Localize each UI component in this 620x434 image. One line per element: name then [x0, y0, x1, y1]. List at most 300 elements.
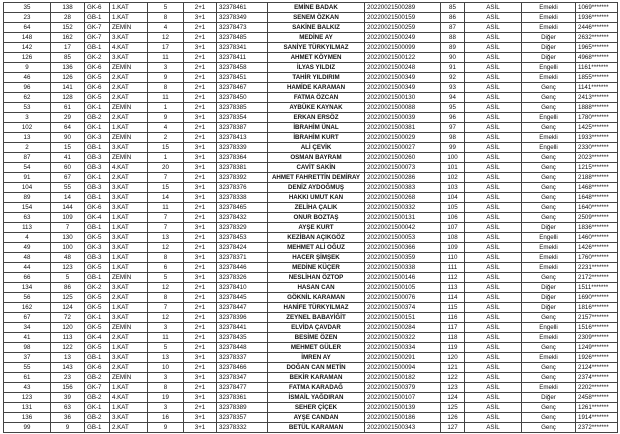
- cell-holder-name: SENEM ÖZKAN: [268, 13, 365, 23]
- cell-room-type: 3+1: [184, 113, 217, 123]
- cell-status: ASİL: [465, 303, 522, 313]
- cell-holder-name: İLYAS YILDIZ: [268, 63, 365, 73]
- cell-draw-no: 123: [4, 393, 51, 403]
- cell-floor: 3.KAT: [110, 203, 148, 213]
- cell-status: ASİL: [465, 213, 522, 223]
- table-row: [4, 413, 618, 423]
- cell-category: Engelli: [522, 143, 576, 153]
- cell-draw-no: 4: [4, 233, 51, 243]
- cell-block: GK-5: [85, 303, 110, 313]
- cell-reference-no: 20220021500029: [365, 133, 441, 143]
- cell-unit-no: 5: [148, 273, 184, 283]
- cell-unit-no: 17: [148, 43, 184, 53]
- cell-block: GK-5: [85, 323, 110, 333]
- cell-block: GK-7: [85, 23, 110, 33]
- cell-room-type: 2+1: [184, 123, 217, 133]
- cell-order-no: 126: [441, 413, 465, 423]
- cell-application-no: 32378453: [217, 233, 268, 243]
- table-row: [4, 223, 618, 233]
- cell-status: ASİL: [465, 113, 522, 123]
- cell-block: GK-4: [85, 213, 110, 223]
- cell-holder-name: HAKKI UMUT KAN: [268, 193, 365, 203]
- cell-draw-no: 67: [4, 313, 51, 323]
- cell-room-type: 2+1: [184, 383, 217, 393]
- cell-draw-no: 148: [4, 33, 51, 43]
- cell-id-number: 1836*******: [576, 223, 618, 233]
- cell-status: ASİL: [465, 33, 522, 43]
- cell-room-type: 3+1: [184, 223, 217, 233]
- cell-floor: 3.KAT: [110, 143, 148, 153]
- cell-application-no: 32378381: [217, 163, 268, 173]
- cell-category: Diğer: [522, 53, 576, 63]
- cell-status: ASİL: [465, 263, 522, 273]
- cell-category: Engelli: [522, 113, 576, 123]
- cell-holder-name: MEDİNE AY: [268, 33, 365, 43]
- cell-draw-no: 37: [4, 353, 51, 363]
- cell-draw-no: 41: [4, 333, 51, 343]
- cell-id-number: 1249*******: [576, 343, 618, 353]
- cell-room-type: 2+1: [184, 33, 217, 43]
- cell-apartment-no: 156: [51, 383, 85, 393]
- cell-draw-no: 136: [4, 413, 51, 423]
- cell-apartment-no: 61: [51, 103, 85, 113]
- cell-category: Engelli: [522, 233, 576, 243]
- cell-reference-no: 20220021500159: [365, 13, 441, 23]
- cell-id-number: 1965*******: [576, 43, 618, 53]
- cell-block: GK-1: [85, 403, 110, 413]
- cell-holder-name: KEZİBAN AÇIKGÖZ: [268, 233, 365, 243]
- cell-floor: ZEMİN: [110, 103, 148, 113]
- cell-draw-no: 162: [4, 303, 51, 313]
- cell-block: GK-6: [85, 63, 110, 73]
- cell-order-no: 98: [441, 133, 465, 143]
- cell-floor: 3.KAT: [110, 183, 148, 193]
- table-row: [4, 373, 618, 383]
- cell-order-no: 96: [441, 113, 465, 123]
- cell-unit-no: 4: [148, 123, 184, 133]
- cell-draw-no: 13: [4, 133, 51, 143]
- table-row: [4, 43, 618, 53]
- cell-apartment-no: 128: [51, 93, 85, 103]
- cell-reference-no: 20220021500073: [365, 163, 441, 173]
- cell-floor: 1.KAT: [110, 343, 148, 353]
- cell-room-type: 2+1: [184, 103, 217, 113]
- cell-holder-name: ALİ ÇEVİK: [268, 143, 365, 153]
- cell-status: ASİL: [465, 163, 522, 173]
- cell-holder-name: FATMA KARADAĞ: [268, 383, 365, 393]
- cell-room-type: 3+1: [184, 353, 217, 363]
- table-row: [4, 73, 618, 83]
- cell-application-no: 32378445: [217, 293, 268, 303]
- cell-reference-no: 20220021500249: [365, 33, 441, 43]
- cell-floor: 4.KAT: [110, 43, 148, 53]
- cell-apartment-no: 90: [51, 133, 85, 143]
- cell-draw-no: 9: [4, 63, 51, 73]
- cell-status: ASİL: [465, 383, 522, 393]
- cell-order-no: 120: [441, 353, 465, 363]
- cell-category: Emekli: [522, 383, 576, 393]
- cell-reference-no: 20220021500139: [365, 403, 441, 413]
- cell-category: Genç: [522, 103, 576, 113]
- cell-reference-no: 20220021500186: [365, 413, 441, 423]
- cell-status: ASİL: [465, 293, 522, 303]
- cell-order-no: 104: [441, 193, 465, 203]
- cell-floor: 3.KAT: [110, 233, 148, 243]
- cell-category: Engelli: [522, 63, 576, 73]
- cell-draw-no: 34: [4, 323, 51, 333]
- cell-unit-no: 13: [148, 353, 184, 363]
- cell-id-number: 1933*******: [576, 133, 618, 143]
- cell-application-no: 32378424: [217, 243, 268, 253]
- table-row: [4, 173, 618, 183]
- cell-draw-no: 102: [4, 123, 51, 133]
- cell-unit-no: 1: [148, 103, 184, 113]
- cell-floor: 2.KAT: [110, 333, 148, 343]
- cell-unit-no: 13: [148, 233, 184, 243]
- cell-application-no: 32378341: [217, 43, 268, 53]
- cell-apartment-no: 85: [51, 53, 85, 63]
- cell-id-number: 1215*******: [576, 163, 618, 173]
- cell-order-no: 94: [441, 93, 465, 103]
- cell-id-number: 2157*******: [576, 313, 618, 323]
- table-row: [4, 153, 618, 163]
- cell-application-no: 32378337: [217, 353, 268, 363]
- cell-block: GK-1: [85, 123, 110, 133]
- cell-order-no: 118: [441, 333, 465, 343]
- cell-application-no: 32378371: [217, 253, 268, 263]
- cell-block: GK-1: [85, 173, 110, 183]
- cell-draw-no: 3: [4, 113, 51, 123]
- cell-status: ASİL: [465, 53, 522, 63]
- cell-holder-name: SANİYE TÜRKYILMAZ: [268, 43, 365, 53]
- cell-block: GB-2: [85, 373, 110, 383]
- cell-room-type: 3+1: [184, 163, 217, 173]
- table-row: [4, 383, 618, 393]
- cell-holder-name: FATMA ÖZCAN: [268, 93, 365, 103]
- cell-status: ASİL: [465, 233, 522, 243]
- table-row: [4, 303, 618, 313]
- cell-floor: 2.KAT: [110, 363, 148, 373]
- cell-order-no: 112: [441, 273, 465, 283]
- cell-status: ASİL: [465, 173, 522, 183]
- cell-holder-name: AYŞE CANDAN: [268, 413, 365, 423]
- cell-category: Genç: [522, 403, 576, 413]
- cell-order-no: 101: [441, 163, 465, 173]
- cell-apartment-no: 136: [51, 63, 85, 73]
- cell-draw-no: 142: [4, 43, 51, 53]
- cell-apartment-no: 29: [51, 113, 85, 123]
- cell-id-number: 1516*******: [576, 323, 618, 333]
- cell-unit-no: 11: [148, 333, 184, 343]
- cell-reference-no: 20220021500053: [365, 233, 441, 243]
- cell-id-number: 1640*******: [576, 203, 618, 213]
- cell-reference-no: 20220021500286: [365, 173, 441, 183]
- cell-block: GB-1: [85, 193, 110, 203]
- cell-application-no: 32378392: [217, 173, 268, 183]
- table-row: [4, 213, 618, 223]
- cell-floor: 4.KAT: [110, 163, 148, 173]
- cell-holder-name: MEHMET ALİ OĞUZ: [268, 243, 365, 253]
- cell-block: GB-3: [85, 253, 110, 263]
- cell-block: GK-2: [85, 283, 110, 293]
- cell-floor: ZEMİN: [110, 323, 148, 333]
- cell-status: ASİL: [465, 83, 522, 93]
- cell-floor: 2.KAT: [110, 173, 148, 183]
- cell-floor: 2.KAT: [110, 113, 148, 123]
- cell-holder-name: AHMET KÖYMEN: [268, 53, 365, 63]
- cell-holder-name: AYBÜKE KAYNAK: [268, 103, 365, 113]
- table-row: [4, 313, 618, 323]
- cell-unit-no: 9: [148, 113, 184, 123]
- cell-floor: ZEMİN: [110, 273, 148, 283]
- cell-id-number: 2172*******: [576, 273, 618, 283]
- cell-apartment-no: 9: [51, 423, 85, 433]
- cell-category: Emekli: [522, 243, 576, 253]
- cell-category: Genç: [522, 363, 576, 373]
- cell-room-type: 2+1: [184, 53, 217, 63]
- cell-unit-no: 8: [148, 253, 184, 263]
- cell-floor: 3.KAT: [110, 193, 148, 203]
- cell-reference-no: 20220021500366: [365, 243, 441, 253]
- cell-id-number: 1926*******: [576, 353, 618, 363]
- cell-reference-no: 20220021500359: [365, 253, 441, 263]
- cell-room-type: 2+1: [184, 213, 217, 223]
- cell-draw-no: 44: [4, 263, 51, 273]
- cell-floor: 2.KAT: [110, 423, 148, 433]
- table-row: [4, 403, 618, 413]
- cell-id-number: 1914*******: [576, 413, 618, 423]
- cell-block: GK-1: [85, 313, 110, 323]
- table-row: [4, 253, 618, 263]
- cell-block: GK-2: [85, 53, 110, 63]
- cell-apartment-no: 113: [51, 333, 85, 343]
- cell-application-no: 32378461: [217, 3, 268, 13]
- cell-id-number: 2509*******: [576, 213, 618, 223]
- cell-application-no: 32378467: [217, 83, 268, 93]
- cell-category: Genç: [522, 423, 576, 433]
- cell-reference-no: 20220021500105: [365, 283, 441, 293]
- cell-application-no: 32378349: [217, 13, 268, 23]
- cell-application-no: 32378357: [217, 413, 268, 423]
- cell-order-no: 109: [441, 243, 465, 253]
- cell-floor: 3.KAT: [110, 353, 148, 363]
- cell-block: GK-4: [85, 333, 110, 343]
- cell-category: Genç: [522, 163, 576, 173]
- cell-room-type: 2+1: [184, 83, 217, 93]
- cell-room-type: 3+1: [184, 13, 217, 23]
- cell-holder-name: DOĞAN CAN METİN: [268, 363, 365, 373]
- cell-order-no: 105: [441, 203, 465, 213]
- cell-holder-name: GÖKNİL KARAMAN: [268, 293, 365, 303]
- cell-floor: ZEMİN: [110, 23, 148, 33]
- cell-holder-name: DENİZ AYDOĞMUŞ: [268, 183, 365, 193]
- cell-category: Genç: [522, 183, 576, 193]
- cell-unit-no: 2: [148, 133, 184, 143]
- table-row: [4, 293, 618, 303]
- cell-reference-no: 20220021500284: [365, 323, 441, 333]
- table-row: [4, 113, 618, 123]
- cell-holder-name: HANİFE TÜRKYILMAZ: [268, 303, 365, 313]
- cell-status: ASİL: [465, 73, 522, 83]
- cell-draw-no: 48: [4, 253, 51, 263]
- cell-draw-no: 154: [4, 203, 51, 213]
- table-row: [4, 13, 618, 23]
- cell-category: Diğer: [522, 283, 576, 293]
- cell-apartment-no: 14: [51, 193, 85, 203]
- cell-room-type: 2+1: [184, 203, 217, 213]
- cell-room-type: 2+1: [184, 73, 217, 83]
- cell-order-no: 116: [441, 313, 465, 323]
- cell-unit-no: 12: [148, 283, 184, 293]
- cell-room-type: 2+1: [184, 303, 217, 313]
- cell-block: GB-1: [85, 43, 110, 53]
- cell-unit-no: 5: [148, 3, 184, 13]
- cell-order-no: 93: [441, 83, 465, 93]
- cell-block: GB-1: [85, 353, 110, 363]
- cell-reference-no: 20220021500322: [365, 333, 441, 343]
- cell-apartment-no: 13: [51, 353, 85, 363]
- cell-unit-no: 7: [148, 213, 184, 223]
- cell-draw-no: 96: [4, 83, 51, 93]
- cell-id-number: 2372*******: [576, 423, 618, 433]
- cell-unit-no: 14: [148, 193, 184, 203]
- cell-apartment-no: 138: [51, 3, 85, 13]
- cell-reference-no: 20220021500381: [365, 123, 441, 133]
- cell-id-number: 2446*******: [576, 23, 618, 33]
- cell-order-no: 97: [441, 123, 465, 133]
- cell-block: GB-2: [85, 413, 110, 423]
- cell-room-type: 2+1: [184, 63, 217, 73]
- allocation-table: [3, 2, 618, 433]
- table-row: [4, 333, 618, 343]
- cell-floor: 3.KAT: [110, 33, 148, 43]
- cell-category: Genç: [522, 313, 576, 323]
- cell-category: Emekli: [522, 333, 576, 343]
- cell-category: Emekli: [522, 253, 576, 263]
- cell-status: ASİL: [465, 393, 522, 403]
- cell-status: ASİL: [465, 13, 522, 23]
- cell-holder-name: İMREN AY: [268, 353, 365, 363]
- cell-draw-no: 23: [4, 13, 51, 23]
- cell-unit-no: 6: [148, 263, 184, 273]
- cell-category: Genç: [522, 343, 576, 353]
- cell-block: GK-3: [85, 133, 110, 143]
- cell-block: GB-2: [85, 393, 110, 403]
- cell-draw-no: 2: [4, 143, 51, 153]
- cell-status: ASİL: [465, 43, 522, 53]
- cell-draw-no: 131: [4, 403, 51, 413]
- cell-block: GB-2: [85, 113, 110, 123]
- cell-block: GK-1: [85, 103, 110, 113]
- cell-order-no: 87: [441, 23, 465, 33]
- cell-apartment-no: 130: [51, 233, 85, 243]
- cell-reference-no: 20220021500374: [365, 303, 441, 313]
- cell-status: ASİL: [465, 123, 522, 133]
- table-row: [4, 423, 618, 433]
- cell-category: Genç: [522, 273, 576, 283]
- cell-status: ASİL: [465, 103, 522, 113]
- cell-id-number: 2632*******: [576, 33, 618, 43]
- cell-unit-no: 12: [148, 243, 184, 253]
- cell-status: ASİL: [465, 143, 522, 153]
- cell-apartment-no: 100: [51, 243, 85, 253]
- cell-apartment-no: 123: [51, 263, 85, 273]
- cell-application-no: 32378326: [217, 273, 268, 283]
- table-row: [4, 193, 618, 203]
- cell-room-type: 2+1: [184, 3, 217, 13]
- table-body: [4, 3, 618, 433]
- cell-apartment-no: 23: [51, 373, 85, 383]
- cell-application-no: 32378364: [217, 153, 268, 163]
- cell-holder-name: MEHMET GÜLER: [268, 343, 365, 353]
- table-row: [4, 133, 618, 143]
- table-row: [4, 183, 618, 193]
- cell-status: ASİL: [465, 353, 522, 363]
- cell-status: ASİL: [465, 203, 522, 213]
- cell-unit-no: 19: [148, 393, 184, 403]
- cell-floor: 3.KAT: [110, 53, 148, 63]
- cell-apartment-no: 63: [51, 403, 85, 413]
- cell-order-no: 86: [441, 13, 465, 23]
- cell-room-type: 2+1: [184, 403, 217, 413]
- cell-holder-name: CAVİT SAKİN: [268, 163, 365, 173]
- cell-id-number: 1425*******: [576, 123, 618, 133]
- cell-block: GB-1: [85, 423, 110, 433]
- cell-application-no: 32378458: [217, 63, 268, 73]
- cell-application-no: 32378435: [217, 333, 268, 343]
- cell-unit-no: 7: [148, 223, 184, 233]
- cell-unit-no: 11: [148, 203, 184, 213]
- table-row: [4, 93, 618, 103]
- cell-order-no: 124: [441, 393, 465, 403]
- cell-block: GK-3: [85, 243, 110, 253]
- cell-unit-no: 5: [148, 343, 184, 353]
- table-row: [4, 323, 618, 333]
- cell-unit-no: 15: [148, 143, 184, 153]
- cell-application-no: 32378448: [217, 343, 268, 353]
- cell-reference-no: 20220021500039: [365, 113, 441, 123]
- cell-application-no: 32378432: [217, 213, 268, 223]
- cell-category: Diğer: [522, 43, 576, 53]
- cell-block: GK-5: [85, 233, 110, 243]
- cell-id-number: 2309*******: [576, 333, 618, 343]
- cell-status: ASİL: [465, 323, 522, 333]
- cell-application-no: 32378387: [217, 123, 268, 133]
- cell-reference-no: 20220021500182: [365, 373, 441, 383]
- cell-floor: 3.KAT: [110, 413, 148, 423]
- cell-id-number: 2413*******: [576, 93, 618, 103]
- cell-holder-name: ELVİDA ÇAVDAR: [268, 323, 365, 333]
- cell-block: GB-1: [85, 13, 110, 23]
- cell-draw-no: 55: [4, 363, 51, 373]
- cell-apartment-no: 120: [51, 323, 85, 333]
- cell-block: GK-5: [85, 93, 110, 103]
- cell-room-type: 3+1: [184, 393, 217, 403]
- cell-room-type: 3+1: [184, 273, 217, 283]
- cell-category: Emekli: [522, 263, 576, 273]
- cell-reference-no: 20220021500289: [365, 3, 441, 13]
- cell-holder-name: ONUR BOZTAŞ: [268, 213, 365, 223]
- cell-category: Genç: [522, 193, 576, 203]
- cell-apartment-no: 5: [51, 273, 85, 283]
- cell-category: Genç: [522, 83, 576, 93]
- cell-holder-name: ZEYNEL BABAYİĞİT: [268, 313, 365, 323]
- cell-application-no: 32378339: [217, 143, 268, 153]
- cell-floor: 3.KAT: [110, 243, 148, 253]
- table-row: [4, 353, 618, 363]
- cell-category: Emekli: [522, 13, 576, 23]
- cell-apartment-no: 109: [51, 213, 85, 223]
